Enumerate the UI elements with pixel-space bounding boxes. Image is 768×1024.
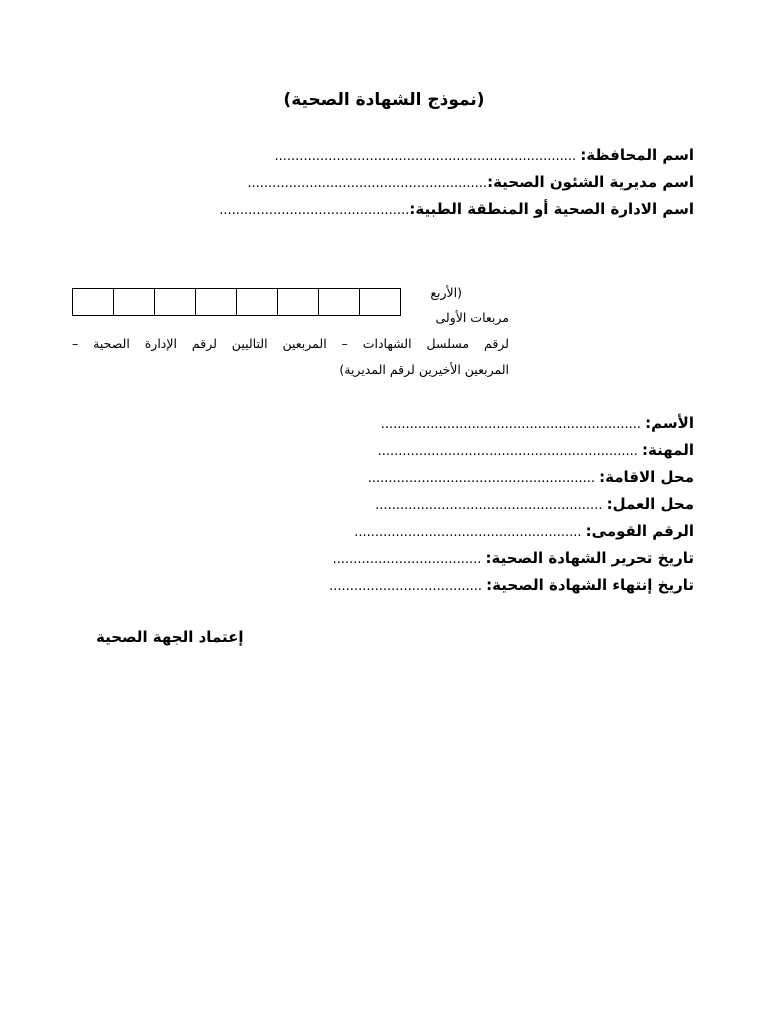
health-directorate-field <box>247 173 694 191</box>
profession-dots: ............................................................... <box>377 444 643 459</box>
serial-box <box>319 289 360 315</box>
governorate-label: اسم المحافظة: <box>580 146 694 164</box>
serial-note-line2 <box>435 305 509 331</box>
serial-note-text-3: لرقم مسلسل الشهادات – المربعين التاليين لرقم الإدارة الصحية – <box>72 336 509 351</box>
name-label: الأسم: <box>645 414 694 432</box>
serial-note-line4 <box>72 357 509 383</box>
residence-dots: ....................................................... <box>367 471 600 486</box>
expiry-date-label: تاريخ إنتهاء الشهادة الصحية: <box>486 576 694 594</box>
expiry-date-dots: ..................................... <box>329 579 487 594</box>
health-admin-field <box>219 200 694 218</box>
workplace-field <box>375 495 694 513</box>
name-dots: ............................................................... <box>380 417 646 432</box>
serial-box <box>278 289 319 315</box>
workplace-dots: ....................................................... <box>375 498 607 513</box>
name-field <box>381 414 694 432</box>
serial-box <box>237 289 278 315</box>
serial-note-text-1: (الأربع <box>430 285 462 300</box>
serial-note-line1 <box>430 280 462 306</box>
serial-note-text-4: المربعين الأخيرين لرقم المديرية) <box>339 362 509 377</box>
issue-date-dots: .................................... <box>332 552 486 567</box>
issue-date-label: تاريخ تحرير الشهادة الصحية: <box>485 549 694 567</box>
health-authority-approval: إعتماد الجهة الصحية <box>96 628 244 646</box>
serial-note-text-2: مربعات الأولى <box>435 310 509 325</box>
national-id-field <box>354 522 694 540</box>
health-admin-dots: .............................................. <box>219 203 410 218</box>
residence-field <box>368 468 694 486</box>
serial-note-line3 <box>72 331 509 357</box>
residence-label: محل الاقامة: <box>599 468 694 486</box>
health-directorate-dots: .......................................................... <box>247 176 488 191</box>
serial-number-boxes <box>72 288 401 316</box>
document-title: (نموذج الشهادة الصحية) <box>283 90 485 110</box>
national-id-dots: ....................................................... <box>354 525 586 540</box>
workplace-label: محل العمل: <box>606 495 694 513</box>
expiry-date-field <box>329 576 694 594</box>
profession-label: المهنة: <box>642 441 694 459</box>
health-directorate-label: اسم مديرية الشئون الصحية: <box>487 173 694 191</box>
serial-box <box>73 289 114 315</box>
governorate-field <box>275 146 694 164</box>
serial-box <box>114 289 155 315</box>
issue-date-field <box>333 549 694 567</box>
health-admin-label: اسم الادارة الصحية أو المنطقة الطبية: <box>409 200 694 218</box>
serial-box <box>155 289 196 315</box>
governorate-dots: ......................................................................... <box>274 149 581 164</box>
serial-box <box>360 289 400 315</box>
profession-field <box>378 441 694 459</box>
serial-box <box>196 289 237 315</box>
national-id-label: الرقم القومى: <box>585 522 694 540</box>
